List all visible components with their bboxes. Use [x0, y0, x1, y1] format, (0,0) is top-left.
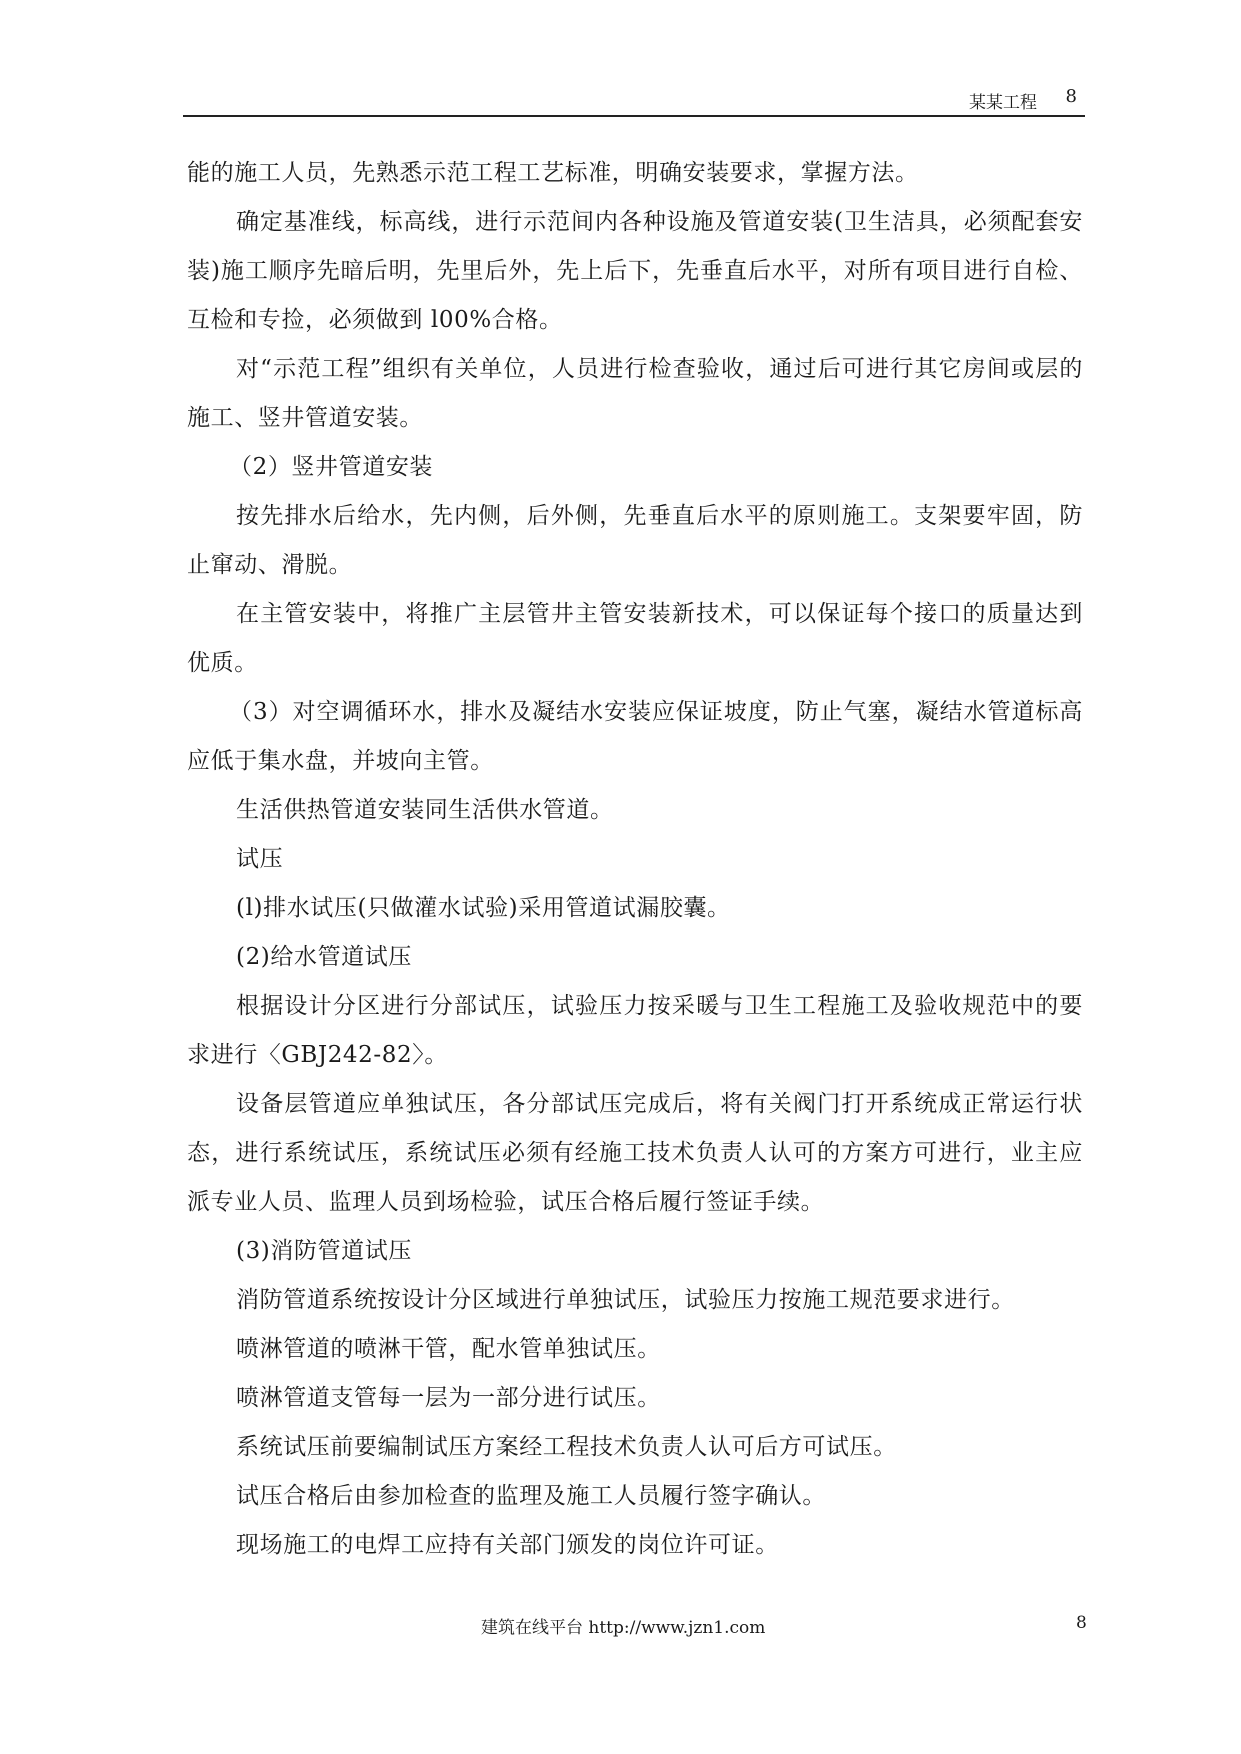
paragraph: 设备层管道应单独试压，各分部试压完成后，将有关阀门打开系统成正常运行状态，进行系统试压，系统试压必须有经施工技术负责人认可的方案方可进行，业主应派专业人员、监理人员到场检验，试压合格后履行签证手续。 [187, 1091, 1083, 1215]
section-heading: (2)给水管道试压 [236, 944, 412, 970]
paragraph: 消防管道系统按设计分区域进行单独试压，试验压力按施工规范要求进行。 [236, 1287, 1015, 1313]
header-page-number: 8 [1065, 86, 1077, 107]
paragraph: 在主管安装中，将推广主层管井主管安装新技术，可以保证每个接口的质量达到优质。 [187, 601, 1083, 676]
section-heading: 试压 [236, 846, 284, 872]
paragraph: 喷淋管道的喷淋干管，配水管单独试压。 [236, 1336, 661, 1362]
paragraph: 对“示范工程”组织有关单位，人员进行检查验收，通过后可进行其它房间或层的施工、竖井管道安装。 [187, 356, 1083, 431]
footer-page-number: 8 [1076, 1613, 1087, 1633]
section-heading: (3)消防管道试压 [236, 1238, 412, 1264]
paragraph: 按先排水后给水，先内侧，后外侧，先垂直后水平的原则施工。支架要牢固，防止窜动、滑脱。 [187, 503, 1083, 578]
footer-source: 建筑在线平台 http://www.jzn1.com [481, 1618, 766, 1638]
paragraph: 喷淋管道支管每一层为一部分进行试压。 [236, 1385, 661, 1411]
header-title: 某某工程 [969, 93, 1037, 113]
paragraph: 试压合格后由参加检查的监理及施工人员履行签字确认。 [236, 1483, 826, 1509]
paragraph: 生活供热管道安装同生活供水管道。 [236, 797, 614, 823]
paragraph: (l)排水试压(只做灌水试验)采用管道试漏胶囊。 [236, 895, 731, 921]
paragraph: 系统试压前要编制试压方案经工程技术负责人认可后方可试压。 [236, 1434, 897, 1460]
document-body [187, 149, 1083, 1570]
paragraph: 能的施工人员，先熟悉示范工程工艺标准，明确安装要求，掌握方法。 [187, 160, 919, 186]
page-header [183, 84, 1083, 116]
header-divider [183, 115, 1085, 117]
page-footer [0, 1613, 1241, 1641]
paragraph: （3）对空调循环水，排水及凝结水安装应保证坡度，防止气塞，凝结水管道标高应低于集水盘，并坡向主管。 [187, 699, 1083, 774]
section-heading: （2）竖井管道安装 [229, 454, 434, 480]
paragraph: 现场施工的电焊工应持有关部门颁发的岗位许可证。 [236, 1532, 779, 1558]
paragraph: 根据设计分区进行分部试压，试验压力按采暖与卫生工程施工及验收规范中的要求进行〈GBJ242-82〉。 [187, 993, 1083, 1068]
paragraph: 确定基准线，标高线，进行示范间内各种设施及管道安装(卫生洁具，必须配套安装)施工顺序先暗后明，先里后外，先上后下，先垂直后水平，对所有项目进行自检、互检和专捡，必须做到 l00%合格。 [187, 209, 1083, 333]
